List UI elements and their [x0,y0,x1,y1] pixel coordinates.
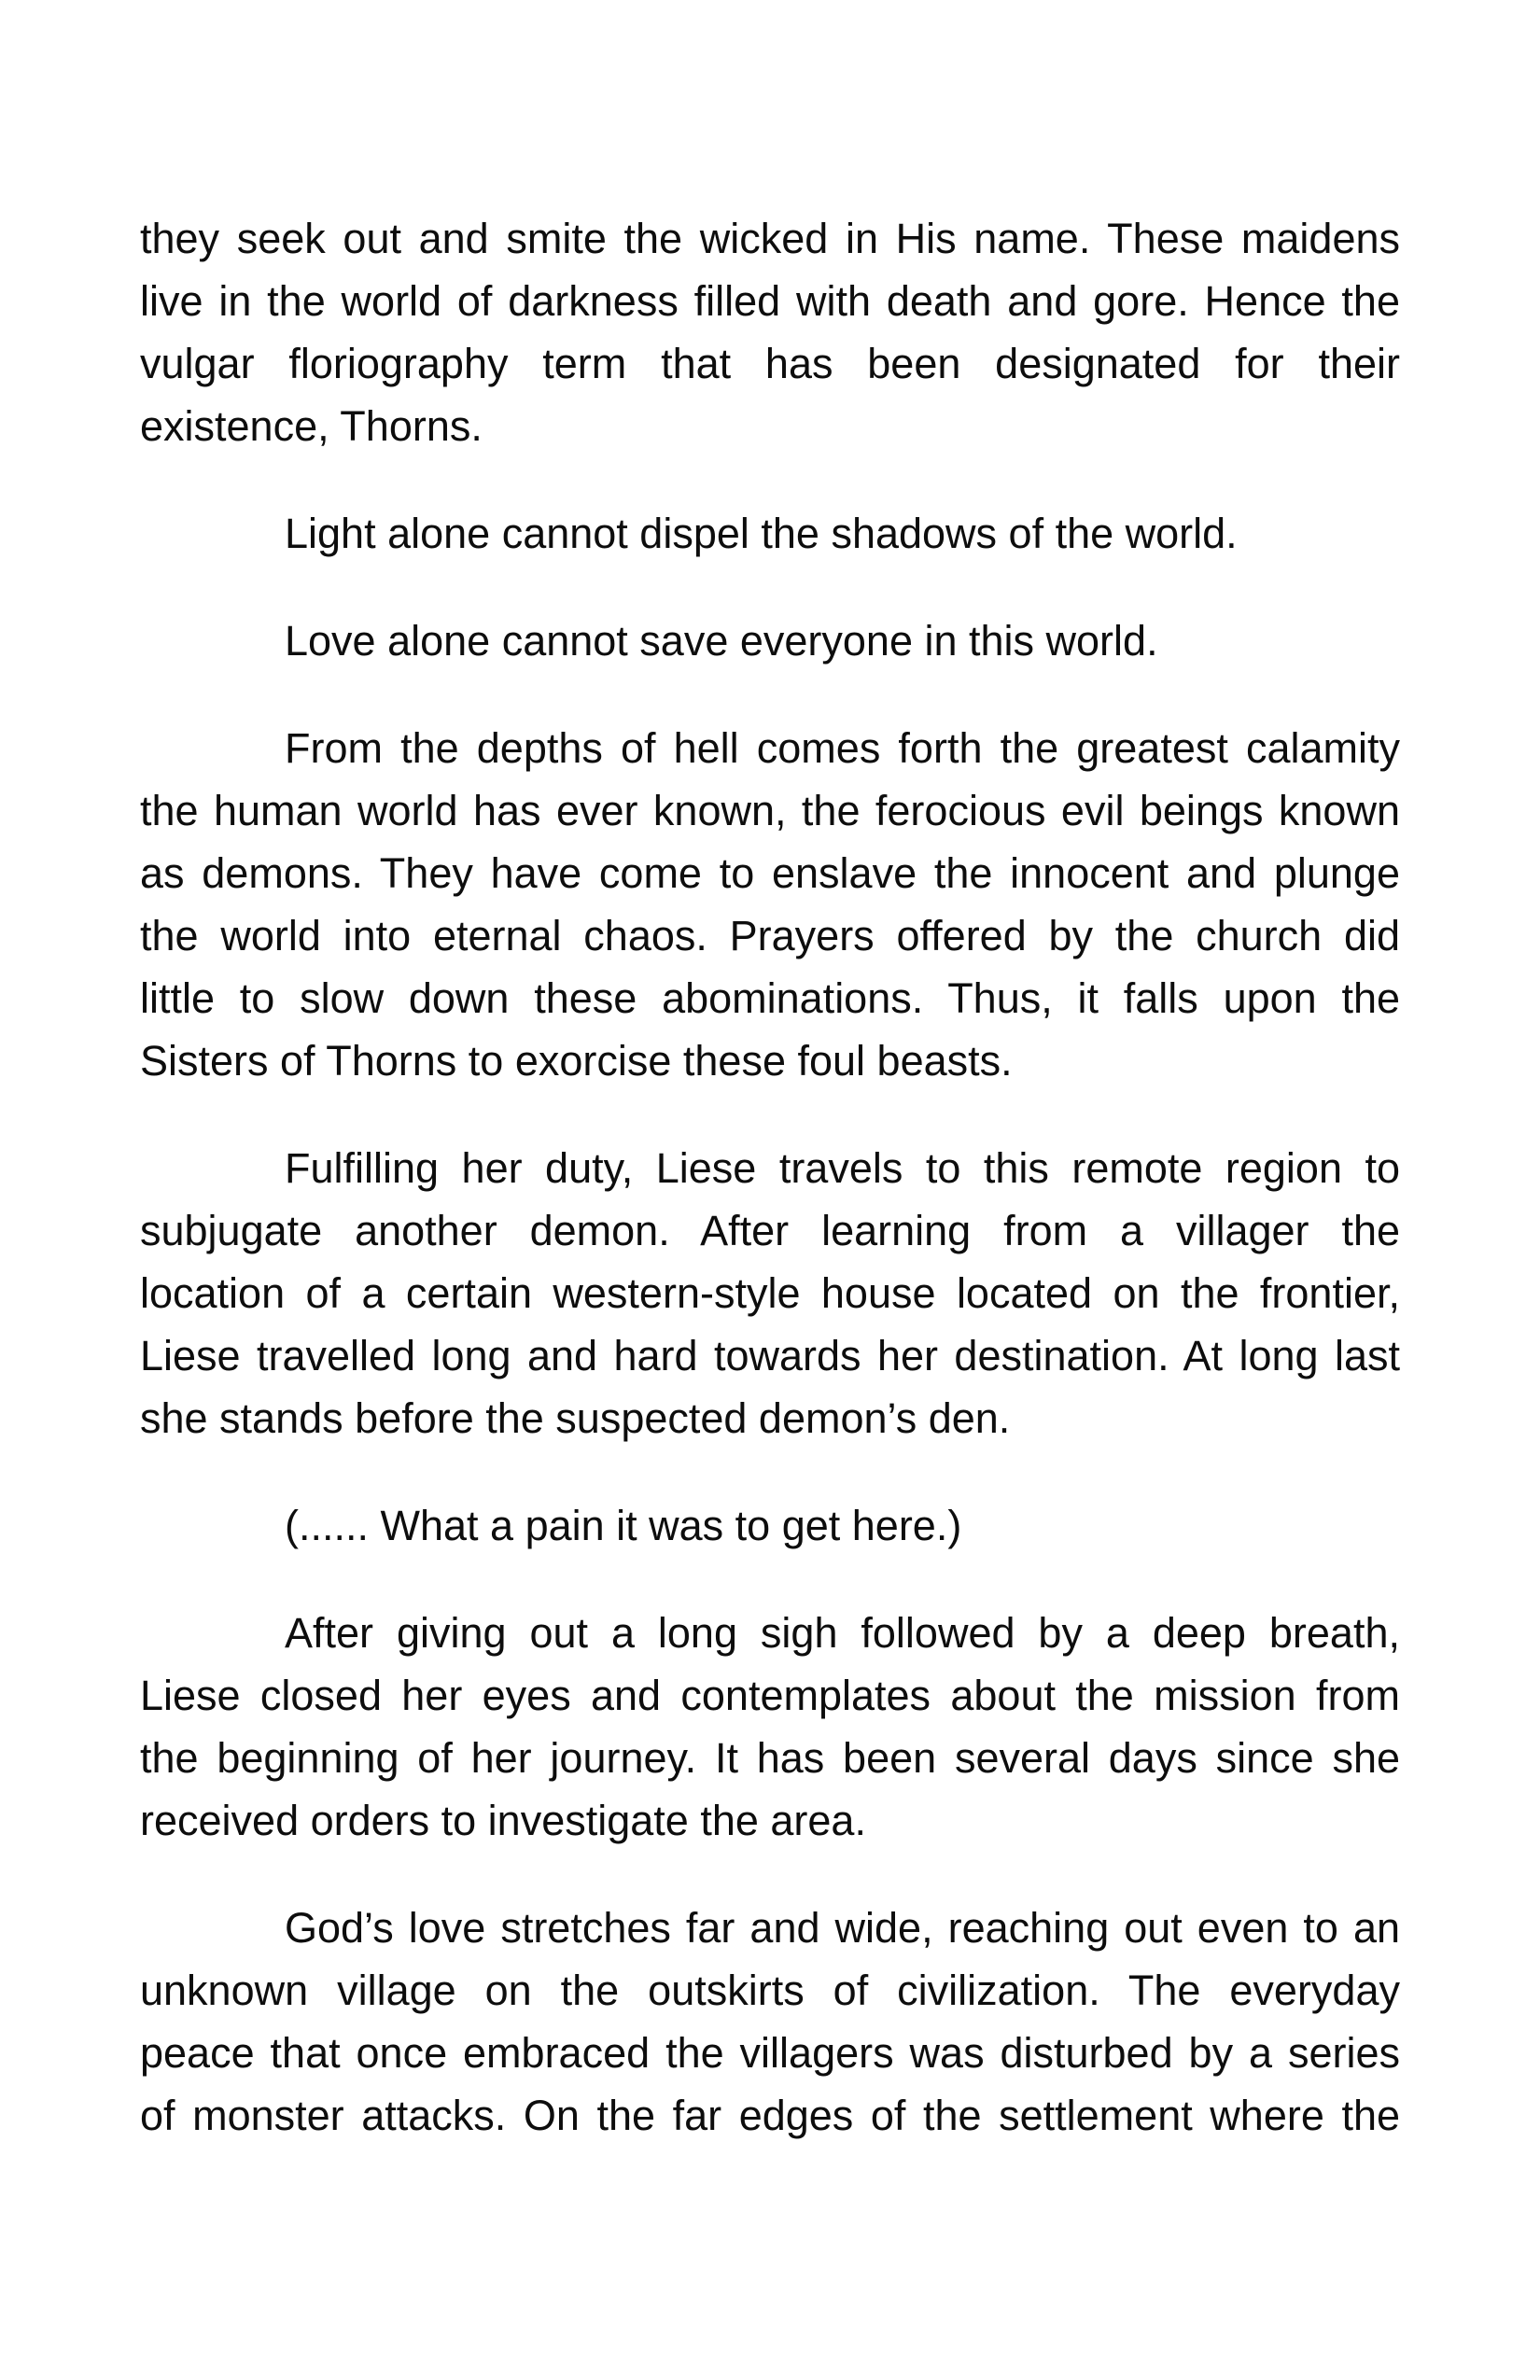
text-line: live in the world of darkness filled with death and gore. Hence the [140,277,1400,325]
text-line: vulgar floriography term that has been designated for their [140,340,1400,387]
text-line: she stands before the suspected demon’s den. [140,1394,1011,1442]
text-block [140,207,1400,2147]
text-line: Liese closed her eyes and contemplates about the mission from [140,1672,1400,1719]
text-line: Light alone cannot dispel the shadows of the world. [285,510,1238,557]
text-line: God’s love stretches far and wide, reaching out even to an [285,1904,1400,1952]
paragraph [140,1602,1400,1852]
text-line: of monster attacks. On the far edges of the settlement where the [140,2092,1400,2139]
text-line: Love alone cannot save everyone in this world. [285,617,1158,665]
text-line: Liese travelled long and hard towards her destination. At long last [140,1332,1400,1379]
text-line: the beginning of her journey. It has been several days since she [140,1734,1400,1782]
text-line: Sisters of Thorns to exorcise these foul beasts. [140,1037,1013,1085]
text-line: the human world has ever known, the ferocious evil beings known [140,787,1400,834]
paragraph [140,1897,1400,2147]
text-line: (...... What a pain it was to get here.) [285,1502,962,1549]
paragraph [140,1137,1400,1449]
text-line: little to slow down these abominations. Thus, it falls upon the [140,974,1400,1022]
paragraph [140,1494,1400,1557]
paragraph [140,717,1400,1092]
text-line: received orders to investigate the area. [140,1797,866,1844]
text-line: they seek out and smite the wicked in His name. These maidens [140,215,1400,262]
text-line: Fulfilling her duty, Liese travels to this remote region to [285,1144,1400,1192]
paragraph [140,502,1400,565]
paragraph [140,207,1400,457]
paragraph [140,609,1400,672]
text-line: peace that once embraced the villagers was disturbed by a series [140,2029,1400,2077]
text-line: From the depths of hell comes forth the greatest calamity [285,724,1400,772]
text-line: After giving out a long sigh followed by a deep breath, [285,1609,1400,1657]
text-line: unknown village on the outskirts of civilization. The everyday [140,1967,1400,2014]
text-line: location of a certain western-style house located on the frontier, [140,1269,1400,1317]
text-line: the world into eternal chaos. Prayers offered by the church did [140,912,1400,959]
text-line: existence, Thorns. [140,402,483,450]
text-line: as demons. They have come to enslave the innocent and plunge [140,849,1400,897]
text-line: subjugate another demon. After learning from a villager the [140,1207,1400,1254]
